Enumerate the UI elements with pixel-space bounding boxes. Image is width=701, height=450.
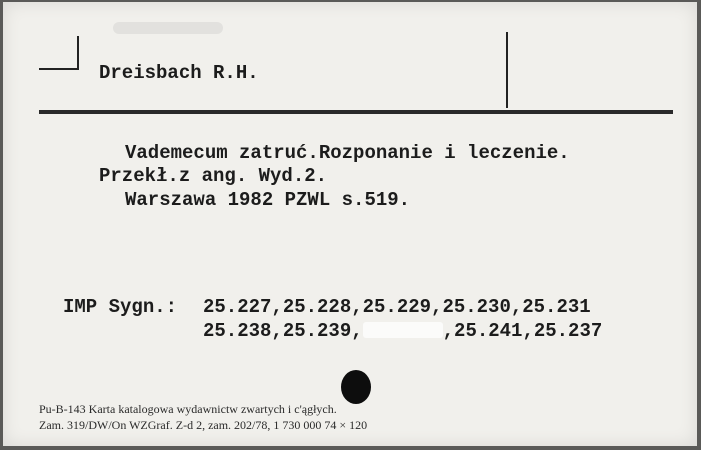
footer-form-line: Pu-B-143 Karta katalogowa wydawnictw zwartych i c'ągłych. [39, 402, 337, 416]
corner-bracket-vertical [77, 36, 79, 70]
redacted-area [363, 322, 443, 338]
smudge-mark [113, 22, 223, 34]
heading-divider-vertical [506, 32, 508, 108]
imprint-line: Warszawa 1982 PZWL s.519. [125, 189, 411, 211]
signature-label: IMP Sygn.: [63, 296, 178, 318]
footer-print-line: Zam. 319/DW/On WZGraf. Z-d 2, zam. 202/78, 1 730 000 74 × 120 [39, 418, 368, 432]
signature-line-1: 25.227,25.228,25.229,25.230,25.231 [203, 296, 591, 318]
catalog-card [3, 2, 697, 446]
signature-line-2 [203, 320, 602, 342]
title-line: Vademecum zatruć.Rozponanie i leczenie. [125, 142, 570, 164]
signature-line-2-part-b: ,25.241,25.237 [442, 320, 603, 342]
corner-bracket-horizontal [39, 68, 79, 70]
translation-line: Przekł.z ang. Wyd.2. [99, 165, 328, 187]
punch-hole [341, 370, 371, 404]
heading-rule [39, 110, 673, 114]
signature-line-2-part-a: 25.238,25.239, [203, 320, 363, 342]
author-heading: Dreisbach R.H. [99, 62, 259, 84]
